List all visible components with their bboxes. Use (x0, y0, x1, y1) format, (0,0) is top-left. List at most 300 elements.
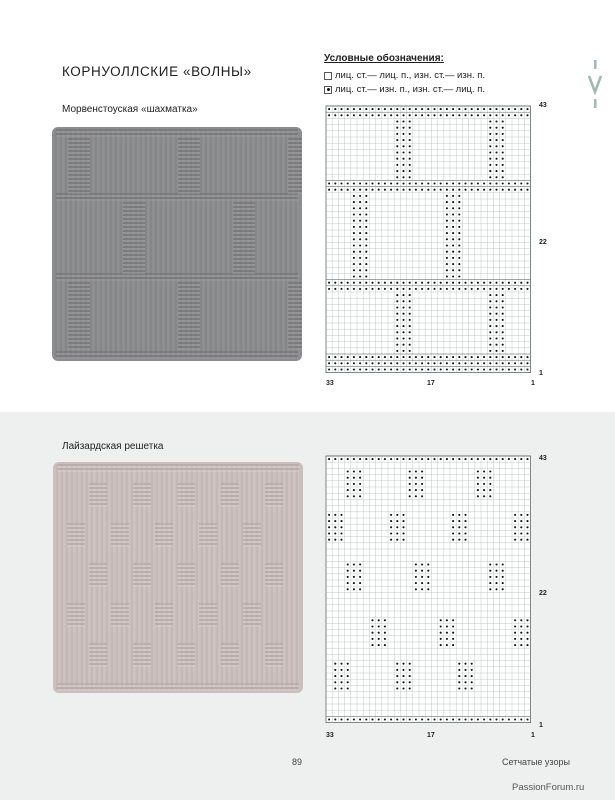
chart-1-purl-dot (359, 269, 361, 271)
chart-1-purl-dot (458, 362, 460, 364)
chart-1-purl-dot (409, 120, 411, 122)
chart-1-purl-dot (384, 288, 386, 290)
chart-1-purl-dot (446, 282, 448, 284)
chart-2-purl-dot (514, 520, 516, 522)
chart-1-purl-dot (359, 288, 361, 290)
chart-1-purl-dot (446, 362, 448, 364)
chart-2-purl-dot (526, 514, 528, 516)
chart-1-purl-dot (396, 337, 398, 339)
chart-1-purl-dot (409, 350, 411, 352)
chart-1-purl-dot (502, 288, 504, 290)
chart-2-purl-dot (396, 520, 398, 522)
chart-2-purl-dot (520, 632, 522, 634)
chart-2-purl-dot (471, 718, 473, 720)
chart-2-purl-dot (334, 718, 336, 720)
chart-1-purl-dot (353, 238, 355, 240)
chart-1-purl-dot (458, 288, 460, 290)
chart-1-purl-dot (489, 288, 491, 290)
chart-2-purl-dot (347, 470, 349, 472)
chart-2-purl-dot (508, 458, 510, 460)
chart-1-purl-dot (495, 114, 497, 116)
chart-2-col-label-left: 33 (326, 732, 334, 739)
chart-1-purl-dot (446, 269, 448, 271)
chart-1-purl-dot (508, 189, 510, 191)
chart-1-purl-dot (396, 133, 398, 135)
chart-1-purl-dot (409, 282, 411, 284)
chart-1-purl-dot (365, 263, 367, 265)
chart-1-purl-dot (464, 108, 466, 110)
chart-1-purl-dot (427, 282, 429, 284)
chart-1-purl-dot (347, 362, 349, 364)
chart-1-purl-dot (458, 244, 460, 246)
chart-2-purl-dot (446, 625, 448, 627)
chart-2-purl-dot (415, 483, 417, 485)
chart-1-purl-dot (427, 288, 429, 290)
chart-1-purl-dot (477, 114, 479, 116)
chart-1-purl-dot (347, 288, 349, 290)
chart-2-purl-dot (396, 718, 398, 720)
chart-2-purl-dot (409, 669, 411, 671)
chart-1-purl-dot (396, 108, 398, 110)
chart-1-purl-dot (520, 108, 522, 110)
chart-1-purl-dot (489, 368, 491, 370)
chart-2-purl-dot (340, 532, 342, 534)
chart-2-purl-dot (409, 687, 411, 689)
chart-1-purl-dot (471, 356, 473, 358)
chart-2-purl-dot (415, 458, 417, 460)
chart-2-purl-dot (483, 489, 485, 491)
chart-2-purl-dot (353, 495, 355, 497)
chart-1-purl-dot (489, 344, 491, 346)
chapter-mark-icon (587, 58, 603, 110)
chart-2-purl-dot (526, 520, 528, 522)
chart-1-purl-dot (526, 114, 528, 116)
chart-1-purl-dot (464, 362, 466, 364)
chart-2-purl-dot (427, 563, 429, 565)
chart-2-purl-dot (359, 470, 361, 472)
chart-1-purl-dot (458, 226, 460, 228)
chart-2-purl-dot (409, 458, 411, 460)
chart-2-purl-dot (384, 718, 386, 720)
chart-2-purl-dot (427, 570, 429, 572)
chart-1-purl-dot (365, 356, 367, 358)
chart-2-purl-dot (477, 489, 479, 491)
chart-1-purl-dot (452, 362, 454, 364)
chart-2-purl-dot (477, 495, 479, 497)
chart-1-purl-dot (359, 226, 361, 228)
chart-1-purl-dot (353, 226, 355, 228)
chart-1-purl-dot (514, 356, 516, 358)
chart-1-purl-dot (446, 213, 448, 215)
chart-1-purl-dot (471, 189, 473, 191)
chart-1-purl-dot (489, 151, 491, 153)
chart-2-purl-dot (526, 532, 528, 534)
chart-1-purl-dot (495, 189, 497, 191)
chart-1-purl-dot (446, 201, 448, 203)
chart-2-purl-dot (353, 570, 355, 572)
chart-1-purl-dot (396, 344, 398, 346)
chart-1-purl-dot (359, 189, 361, 191)
chart-2-row-label-mid: 22 (539, 590, 547, 597)
chart-2-purl-dot (489, 470, 491, 472)
chart-1-col-label-mid: 17 (427, 380, 435, 387)
chart-1-purl-dot (359, 275, 361, 277)
chart-2-purl-dot (402, 669, 404, 671)
chart-1-purl-dot (458, 238, 460, 240)
chart-1-purl-dot (489, 120, 491, 122)
chart-2-purl-dot (526, 644, 528, 646)
chart-2-purl-dot (421, 458, 423, 460)
chart-1-purl-dot (489, 114, 491, 116)
chart-1-purl-dot (415, 108, 417, 110)
chart-1-purl-dot (446, 257, 448, 259)
chart-2-purl-dot (396, 675, 398, 677)
chart-2-purl-dot (347, 570, 349, 572)
chart-2-row-label-bottom: 1 (539, 722, 543, 729)
chart-2-purl-dot (458, 718, 460, 720)
chart-1-purl-dot (378, 288, 380, 290)
chart-2-purl-dot (353, 588, 355, 590)
chart-1-purl-dot (402, 319, 404, 321)
chart-1-purl-dot (371, 282, 373, 284)
chart-2-purl-dot (483, 483, 485, 485)
chart-1-purl-dot (458, 275, 460, 277)
chart-1-purl-dot (458, 368, 460, 370)
pattern-1-caption: Морвенстоуская «шахматка» (62, 104, 198, 115)
chart-1-purl-dot (340, 282, 342, 284)
chart-1-purl-dot (427, 356, 429, 358)
chart-1-purl-dot (489, 294, 491, 296)
chart-1-purl-dot (347, 368, 349, 370)
chart-1-purl-dot (502, 170, 504, 172)
chart-1-purl-dot (340, 189, 342, 191)
chart-2-purl-dot (415, 718, 417, 720)
chart-1-purl-dot (402, 145, 404, 147)
dot-cell-symbol-icon (324, 86, 332, 94)
chart-2-purl-dot (340, 675, 342, 677)
chart-1-purl-dot (402, 120, 404, 122)
chart-2-purl-dot (458, 458, 460, 460)
chart-2-purl-dot (334, 458, 336, 460)
chart-2-purl-dot (440, 632, 442, 634)
chart-1-purl-dot (452, 114, 454, 116)
chart-2-purl-dot (421, 588, 423, 590)
chart-1-purl-dot (334, 368, 336, 370)
chart-1-purl-dot (340, 362, 342, 364)
chart-1-purl-dot (359, 213, 361, 215)
chart-1-purl-dot (502, 294, 504, 296)
chart-1-purl-dot (353, 368, 355, 370)
chart-2-purl-dot (433, 718, 435, 720)
chart-1-purl-dot (458, 269, 460, 271)
chart-1-purl-dot (446, 356, 448, 358)
chart-2-purl-dot (359, 495, 361, 497)
chart-2-purl-dot (378, 619, 380, 621)
chart-1-purl-dot (384, 362, 386, 364)
chart-1-purl-dot (409, 319, 411, 321)
chart-2-purl-dot (452, 514, 454, 516)
chart-2-purl-dot (483, 477, 485, 479)
chart-1-purl-dot (489, 331, 491, 333)
chart-1-purl-dot (452, 251, 454, 253)
chart-1-purl-dot (353, 257, 355, 259)
chart-1-purl-dot (334, 182, 336, 184)
chart-2-purl-dot (409, 681, 411, 683)
chart-1-purl-dot (452, 244, 454, 246)
chart-2-purl-dot (359, 489, 361, 491)
chart-1-purl-dot (471, 108, 473, 110)
chart-2-purl-dot (514, 526, 516, 528)
chart-2-purl-dot (514, 514, 516, 516)
chart-1-purl-dot (409, 306, 411, 308)
chart-2-purl-dot (396, 526, 398, 528)
legend-title: Условные обозначения: (324, 53, 444, 64)
chart-1-purl-dot (495, 356, 497, 358)
chart-1-purl-dot (502, 114, 504, 116)
chart-2-purl-dot (340, 526, 342, 528)
chart-2-col-label-right: 1 (531, 732, 535, 739)
chart-1-purl-dot (452, 238, 454, 240)
chart-2-purl-dot (520, 532, 522, 534)
chart-2-purl-dot (440, 458, 442, 460)
chart-2-purl-dot (514, 644, 516, 646)
legend-row-purl (324, 84, 485, 95)
chart-1-purl-dot (409, 189, 411, 191)
chart-2-purl-dot (378, 638, 380, 640)
chart-2-purl-dot (477, 458, 479, 460)
chart-1-purl-dot (477, 288, 479, 290)
chart-2-purl-dot (520, 526, 522, 528)
chart-1-purl-dot (415, 288, 417, 290)
chart-1-purl-dot (495, 319, 497, 321)
chart-1-purl-dot (446, 195, 448, 197)
chart-1-purl-dot (440, 189, 442, 191)
chart-1-purl-dot (347, 114, 349, 116)
chart-1-purl-dot (402, 282, 404, 284)
chart-1-purl-dot (402, 356, 404, 358)
chart-1-purl-dot (396, 189, 398, 191)
chart-2-purl-dot (520, 718, 522, 720)
chart-2-purl-dot (371, 625, 373, 627)
chart-1-purl-dot (353, 114, 355, 116)
chart-1-purl-dot (520, 362, 522, 364)
chart-1-purl-dot (371, 356, 373, 358)
chart-1-purl-dot (421, 189, 423, 191)
chart-1-purl-dot (415, 189, 417, 191)
chart-1-purl-dot (353, 288, 355, 290)
chart-1-purl-dot (495, 170, 497, 172)
chart-1-purl-dot (489, 139, 491, 141)
chart-1-purl-dot (433, 182, 435, 184)
chart-1-purl-dot (495, 145, 497, 147)
chart-2-purl-dot (334, 675, 336, 677)
chart-1-purl-dot (452, 263, 454, 265)
chart-2-purl-dot (520, 619, 522, 621)
chart-1-purl-dot (353, 244, 355, 246)
chart-1-purl-dot (340, 108, 342, 110)
chart-2-purl-dot (514, 625, 516, 627)
chart-1-purl-dot (359, 257, 361, 259)
chart-1-purl-dot (477, 189, 479, 191)
chart-1-purl-dot (433, 288, 435, 290)
chart-1-purl-dot (421, 282, 423, 284)
chart-1-purl-dot (396, 282, 398, 284)
chart-2-purl-dot (334, 520, 336, 522)
chart-1-purl-dot (483, 114, 485, 116)
chart-1-purl-dot (334, 288, 336, 290)
chart-2-purl-dot (353, 458, 355, 460)
chart-1-purl-dot (359, 220, 361, 222)
chart-2-purl-dot (359, 563, 361, 565)
chart-1-purl-dot (402, 294, 404, 296)
chart-1-purl-dot (520, 189, 522, 191)
chart-1-purl-dot (446, 108, 448, 110)
chart-2-purl-dot (347, 483, 349, 485)
chart-1-purl-dot (347, 189, 349, 191)
chart-1-purl-dot (471, 114, 473, 116)
chart-1-purl-dot (508, 182, 510, 184)
chart-1-purl-dot (514, 182, 516, 184)
chart-2-purl-dot (433, 458, 435, 460)
chart-1-purl-dot (353, 201, 355, 203)
chart-1-purl-dot (328, 356, 330, 358)
chart-2-purl-dot (427, 576, 429, 578)
chart-1-purl-dot (446, 251, 448, 253)
chart-1-purl-dot (427, 189, 429, 191)
chart-1-purl-dot (458, 207, 460, 209)
chart-1-purl-dot (409, 337, 411, 339)
chart-2-purl-dot (334, 532, 336, 534)
chart-1-purl-dot (489, 319, 491, 321)
chart-1-purl-dot (483, 182, 485, 184)
chart-2-purl-dot (353, 489, 355, 491)
chart-1-purl-dot (446, 207, 448, 209)
chart-1-purl-dot (514, 108, 516, 110)
chart-1-purl-dot (440, 368, 442, 370)
chart-1-purl-dot (415, 356, 417, 358)
chart-1-purl-dot (340, 114, 342, 116)
chart-1-purl-dot (464, 182, 466, 184)
chart-1-purl-dot (452, 288, 454, 290)
chart-1-purl-dot (365, 275, 367, 277)
chart-1-purl-dot (340, 288, 342, 290)
chart-1-purl-dot (353, 108, 355, 110)
chart-2-purl-dot (452, 619, 454, 621)
chart-2-purl-dot (347, 687, 349, 689)
chart-1-purl-dot (446, 263, 448, 265)
chart-1-purl-dot (396, 313, 398, 315)
chart-2-purl-dot (514, 539, 516, 541)
chart-1-purl-dot (433, 356, 435, 358)
chapter-name: Сетчатые узоры (502, 757, 570, 767)
chart-2-purl-dot (415, 588, 417, 590)
chart-2-purl-dot (421, 718, 423, 720)
chart-1-purl-dot (390, 189, 392, 191)
chart-2-purl-dot (502, 563, 504, 565)
chart-1-purl-dot (502, 313, 504, 315)
chart-2-purl-dot (464, 526, 466, 528)
chart-1-purl-dot (477, 356, 479, 358)
chart-2-purl-dot (483, 458, 485, 460)
chart-1-purl-dot (371, 189, 373, 191)
chart-2-purl-dot (409, 489, 411, 491)
chart-2-purl-dot (514, 718, 516, 720)
chart-2-purl-dot (334, 539, 336, 541)
chart-1-purl-dot (402, 158, 404, 160)
chart-2-purl-dot (502, 576, 504, 578)
chart-2-purl-dot (458, 675, 460, 677)
chart-1-purl-dot (495, 344, 497, 346)
chart-2-purl-dot (514, 632, 516, 634)
chart-1-purl-dot (508, 368, 510, 370)
chart-2-purl-dot (340, 539, 342, 541)
chart-2-purl-dot (471, 681, 473, 683)
chart-1-purl-dot (502, 356, 504, 358)
chart-2-purl-dot (440, 718, 442, 720)
chart-2-purl-dot (489, 582, 491, 584)
chart-2-purl-dot (446, 718, 448, 720)
chart-1-purl-dot (353, 251, 355, 253)
chart-1-purl-dot (415, 362, 417, 364)
chart-1-purl-dot (409, 170, 411, 172)
chart-1-purl-dot (402, 127, 404, 129)
chart-2-purl-dot (421, 477, 423, 479)
chart-2-purl-dot (495, 576, 497, 578)
chart-1-purl-dot (502, 282, 504, 284)
chart-1-purl-dot (378, 182, 380, 184)
chart-1-purl-dot (502, 362, 504, 364)
chart-2-purl-dot (526, 539, 528, 541)
chart-2-purl-dot (526, 718, 528, 720)
chart-1-purl-dot (353, 275, 355, 277)
chart-2-purl-dot (334, 681, 336, 683)
chart-2-purl-dot (464, 675, 466, 677)
chart-1-purl-dot (328, 362, 330, 364)
chart-2-purl-dot (489, 489, 491, 491)
chart-1-purl-dot (402, 306, 404, 308)
chart-2-purl-dot (502, 458, 504, 460)
chart-1-purl-dot (409, 356, 411, 358)
chart-2-purl-dot (526, 638, 528, 640)
chart-1-purl-dot (452, 213, 454, 215)
chart-1-purl-dot (359, 108, 361, 110)
chart-1-purl-dot (458, 282, 460, 284)
chart-2-purl-dot (526, 458, 528, 460)
chart-1-purl-dot (440, 362, 442, 364)
chart-1-purl-dot (359, 368, 361, 370)
chart-1-purl-dot (495, 133, 497, 135)
chart-1-purl-dot (409, 133, 411, 135)
chart-2-purl-dot (384, 625, 386, 627)
chart-1-purl-dot (514, 288, 516, 290)
chart-1-purl-dot (446, 238, 448, 240)
chart-1-purl-dot (495, 300, 497, 302)
chart-2-purl-dot (347, 663, 349, 665)
chart-1-purl-dot (371, 108, 373, 110)
chart-1-purl-dot (396, 288, 398, 290)
chart-1-purl-dot (526, 108, 528, 110)
chart-1-purl-dot (502, 189, 504, 191)
chart-2-purl-dot (396, 514, 398, 516)
chart-2-purl-dot (340, 718, 342, 720)
chart-1-purl-dot (495, 368, 497, 370)
chart-2-purl-dot (340, 669, 342, 671)
chart-2-purl-dot (390, 520, 392, 522)
chart-1-purl-dot (365, 282, 367, 284)
chart-1-purl-dot (396, 356, 398, 358)
chart-2-purl-dot (353, 470, 355, 472)
chart-1-purl-dot (365, 201, 367, 203)
